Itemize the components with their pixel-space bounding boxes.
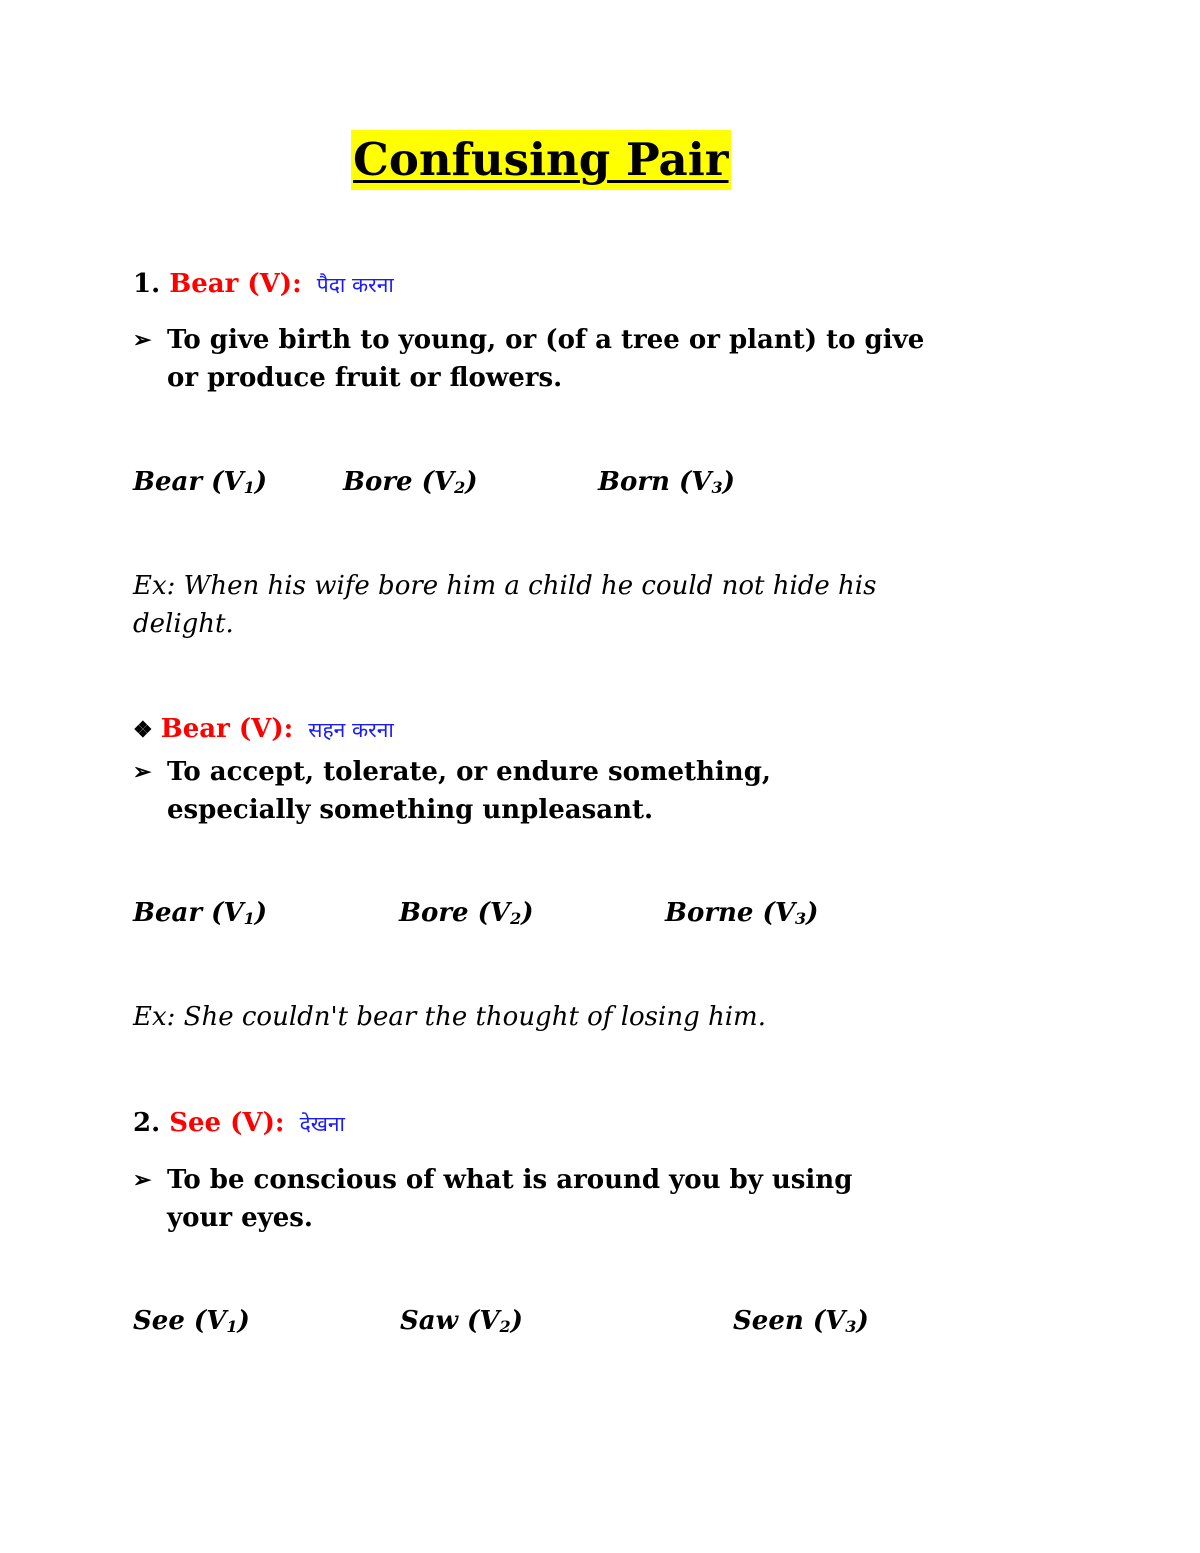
page-title: Confusing Pair <box>351 130 731 190</box>
term-label: Bear (V): <box>160 714 294 744</box>
verb-form-v2: Bore $(V_2)$ <box>343 467 478 497</box>
definition-bullet <box>133 321 1013 397</box>
verb-form-v3: Seen $(V_3)$ <box>733 1306 869 1336</box>
arrow-bullet-icon: ➢ <box>133 1167 152 1193</box>
hindi-meaning: सहन करना <box>308 718 394 742</box>
verb-forms-row <box>133 895 1033 931</box>
verb-form-v2: Saw $(V_2)$ <box>400 1306 523 1336</box>
verb-form-v1: Bear $(V_1)$ <box>133 898 268 928</box>
verb-form-v3: Born $(V_3)$ <box>598 467 735 497</box>
example-sentence: Ex: When his wife bore him a child he could not hide his delight. <box>133 571 877 639</box>
hindi-meaning: पैदा करना <box>316 273 394 297</box>
example-sentence: Ex: She couldn't bear the thought of losing him. <box>133 1002 766 1032</box>
verb-form-v3: Borne $(V_3)$ <box>665 898 819 928</box>
section-heading-see <box>133 1105 345 1142</box>
definition-text: To give birth to young, or (of a tree or plant) to give or produce fruit or flowers. <box>167 325 925 393</box>
definition-text: To accept, tolerate, or endure something, especially something unpleasant. <box>167 757 771 825</box>
definition-bullet <box>133 753 1013 829</box>
verb-form-v1: Bear $(V_1)$ <box>133 467 268 497</box>
section-number: 2. <box>133 1108 161 1138</box>
section-heading-bear-birth <box>133 266 394 303</box>
section-number: 1. <box>133 269 161 299</box>
term-label: Bear (V): <box>169 269 302 299</box>
hindi-meaning: देखना <box>299 1112 346 1136</box>
diamond-bullet-icon: ❖ <box>133 717 153 743</box>
arrow-bullet-icon: ➢ <box>133 327 152 353</box>
definition-text: To be conscious of what is around you by using your eyes. <box>167 1165 853 1233</box>
verb-forms-row <box>133 1303 1033 1339</box>
verb-forms-row <box>133 464 1033 500</box>
verb-form-v2: Bore $(V_2)$ <box>399 898 534 928</box>
term-label: See (V): <box>169 1108 285 1138</box>
verb-form-v1: See $(V_1)$ <box>133 1306 250 1336</box>
definition-bullet <box>133 1161 1013 1237</box>
section-heading-bear-endure <box>133 711 394 748</box>
arrow-bullet-icon: ➢ <box>133 759 152 785</box>
